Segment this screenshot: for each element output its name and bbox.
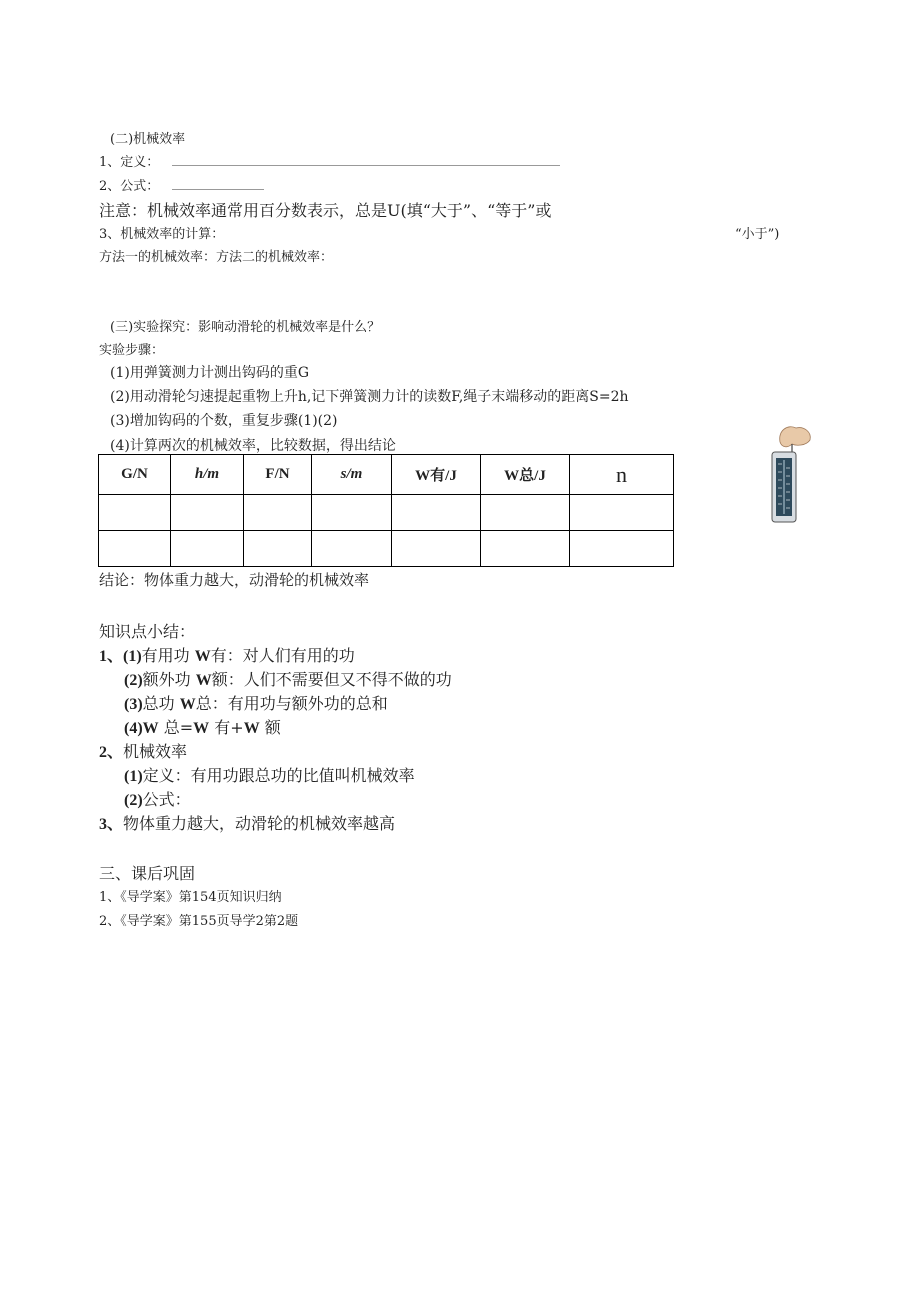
summary-item1-sub3-text: 总功	[142, 694, 175, 713]
formula-label: 2、公式：	[99, 179, 160, 194]
step-2: (2)用动滑轮匀速提起重物上升h,记下弹簧测力计的读数F,绳子末端移动的距离S=2h	[110, 389, 629, 405]
summary-item2-sub2-text: 公式：	[142, 790, 191, 809]
homework-item-2: 2、《导学案》第155页导学2第2题	[99, 914, 299, 929]
summary-item2-sub1-text: 定义：有用功跟总功的比值叫机械效率	[142, 766, 415, 785]
calc-label: 3、机械效率的计算：	[99, 227, 225, 242]
summary-item1-sub4-num: (4)	[124, 720, 143, 737]
header-w-useful: W有/J	[392, 455, 481, 495]
definition-blank[interactable]	[172, 165, 560, 166]
summary-item1-sub4-w3: W	[243, 720, 260, 737]
summary-item-2-2	[124, 787, 191, 810]
summary-item2-num: 2、	[99, 744, 124, 761]
table-row	[99, 531, 674, 567]
table-header-row	[99, 455, 674, 495]
homework-item-1: 1、《导学案》第154页知识归纳	[99, 890, 282, 905]
table-cell[interactable]	[312, 495, 392, 531]
table-row	[99, 495, 674, 531]
summary-item1-sub4-t3: 额	[264, 718, 281, 737]
table-cell[interactable]	[481, 495, 570, 531]
summary-item1-sub1-rest: 有：对人们有用的功	[210, 646, 355, 665]
summary-title: 知识点小结：	[99, 622, 196, 641]
table-cell[interactable]	[570, 531, 674, 567]
definition-label: 1、定义：	[99, 155, 160, 170]
homework-heading: 三、课后巩固	[99, 864, 196, 883]
summary-item-2	[99, 739, 187, 762]
summary-item2-sub1-num: (1)	[124, 768, 143, 785]
summary-item1-sub4-w2: W	[193, 720, 210, 737]
table-cell[interactable]	[244, 495, 312, 531]
table-cell[interactable]	[99, 531, 171, 567]
step-4: (4)计算两次的机械效率，比较数据，得出结论	[110, 438, 396, 454]
header-s: s/m	[312, 455, 392, 495]
header-w-total: W总/J	[481, 455, 570, 495]
summary-item-1-3	[124, 691, 388, 714]
section2-heading: (二)机械效率	[110, 132, 186, 147]
summary-item2-text: 机械效率	[123, 742, 188, 761]
table-cell[interactable]	[171, 495, 244, 531]
table-cell[interactable]	[570, 495, 674, 531]
summary-item3-num: 3、	[99, 816, 124, 833]
table-cell[interactable]	[481, 531, 570, 567]
methods-line: 方法一的机械效率：方法二的机械效率：	[99, 250, 334, 265]
efficiency-note: 注意：机械效率通常用百分数表示，总是U(填“大于”、“等于”或	[99, 201, 552, 220]
summary-item-1-4	[124, 715, 281, 738]
section3-heading: (三)实验探究：影响动滑轮的机械效率是什么？	[110, 320, 381, 335]
table-cell[interactable]	[312, 531, 392, 567]
summary-item1-sub2-num: (2)	[124, 672, 143, 689]
summary-item1-sub2-text: 额外功	[142, 670, 191, 689]
summary-item1-sub3-rest: 总：有用功与额外功的总和	[195, 694, 388, 713]
summary-item1-sub1-text: 有用功	[141, 646, 190, 665]
summary-item1-sub1-w: W	[194, 648, 211, 665]
note-tail: “小于”)	[735, 227, 780, 242]
summary-item1-sub2-w: W	[195, 672, 212, 689]
summary-item1-sub1-num: (1)	[123, 648, 142, 665]
table-cell[interactable]	[392, 531, 481, 567]
summary-item-1-2	[124, 667, 452, 690]
summary-item1-sub4-w1: W	[142, 720, 159, 737]
summary-item-1	[99, 643, 355, 666]
conclusion-line: 结论：物体重力越大，动滑轮的机械效率	[99, 571, 370, 589]
header-h: h/m	[171, 455, 244, 495]
table-cell[interactable]	[171, 531, 244, 567]
summary-item1-sub3-num: (3)	[124, 696, 143, 713]
summary-item-3	[99, 811, 395, 834]
summary-item1-num: 1、	[99, 648, 124, 665]
step-1: (1)用弹簧测力计测出钩码的重G	[110, 365, 310, 381]
summary-item1-sub4-t2: 有+	[214, 718, 244, 737]
summary-item1-sub3-w: W	[179, 696, 196, 713]
summary-item-2-1	[124, 763, 415, 786]
summary-item2-sub2-num: (2)	[124, 792, 143, 809]
step-3: (3)增加钩码的个数，重复步骤(1)(2)	[110, 413, 338, 429]
summary-item3-text: 物体重力越大，动滑轮的机械效率越高	[123, 814, 396, 833]
header-f: F/N	[244, 455, 312, 495]
experiment-table	[98, 454, 674, 567]
table-cell[interactable]	[99, 495, 171, 531]
header-eta: n	[570, 455, 674, 495]
header-g: G/N	[99, 455, 171, 495]
steps-title: 实验步骤：	[99, 343, 165, 358]
summary-item1-sub2-rest: 额：人们不需要但又不得不做的功	[211, 670, 452, 689]
table-cell[interactable]	[244, 531, 312, 567]
summary-item1-sub4-t1: 总=	[163, 718, 194, 737]
spring-scale-image	[766, 424, 818, 524]
formula-blank[interactable]	[172, 189, 264, 190]
table-cell[interactable]	[392, 495, 481, 531]
